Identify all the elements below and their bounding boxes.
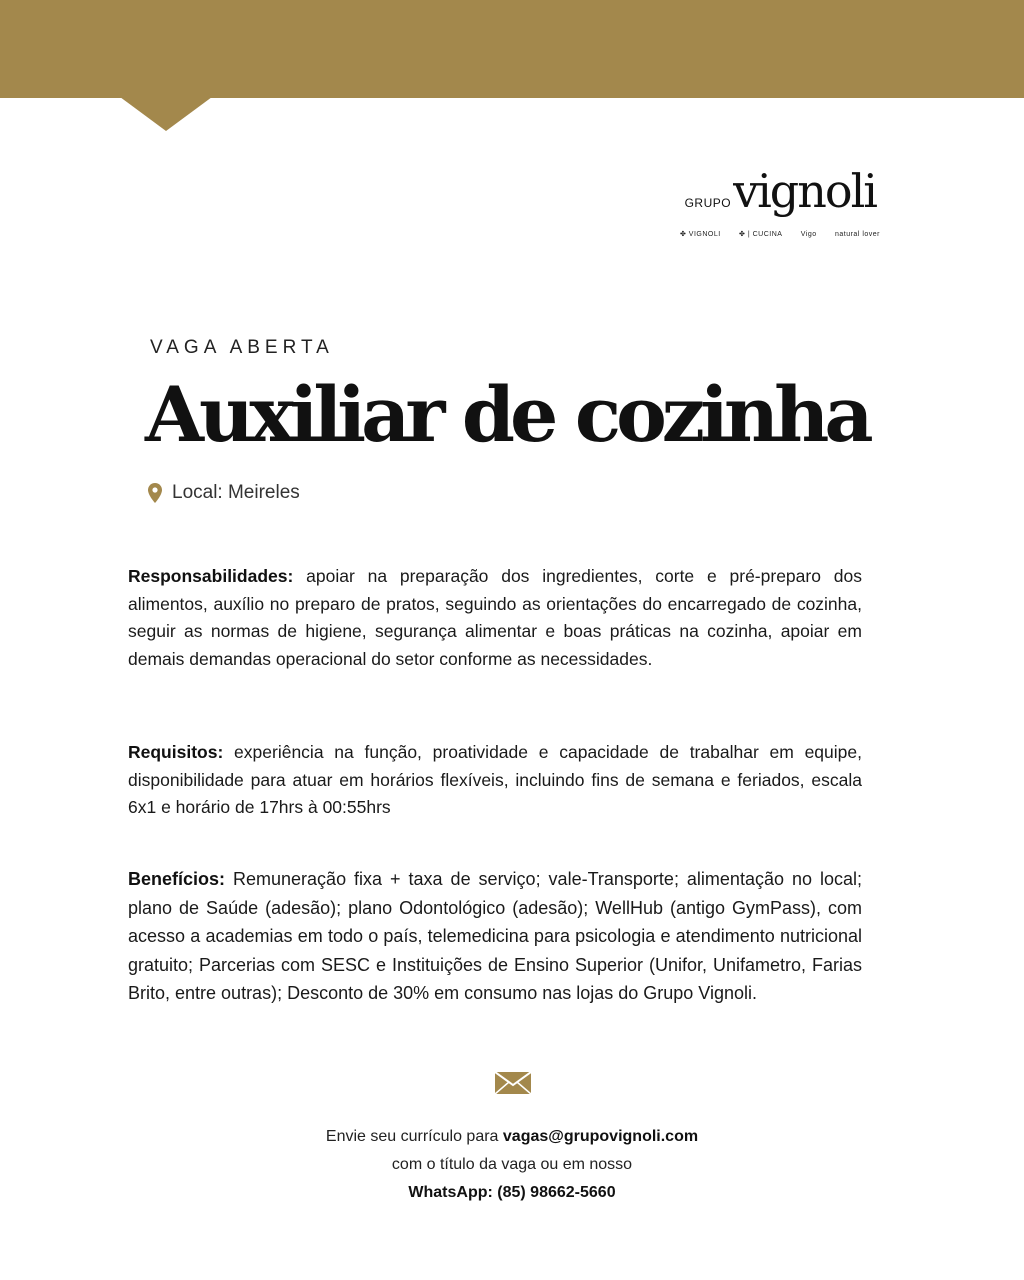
- contact-line-email: [0, 1128, 1024, 1146]
- requirements-section: [128, 739, 862, 822]
- job-eyebrow: VAGA ABERTA: [150, 337, 334, 358]
- location-label: Local: Meireles: [172, 482, 300, 503]
- responsibilities-text: apoiar na preparação dos ingredientes, corte e pré-preparo dos alimentos, auxílio no preparo de pratos, seguindo as orientações do encarregado de cozinha, seguir as normas de higiene, segurança alimentar e boas práticas na cozinha, apoiar em demais demandas operacional do setor conforme as necessidades.: [128, 566, 862, 669]
- benefits-label: Benefícios:: [128, 869, 226, 889]
- benefits-text: Remuneração fixa + taxa de serviço; vale-Transporte; alimentação no local; plano de Saúde (adesão); plano Odontológico (adesão); WellHub (antigo GymPass), com acesso a academias em todo o país, telemedicina para psicologia e atendimento nutricional gratuito; Parcerias com SESC e Instituições de Ensino Superior (Unifor, Unifametro, Farias Brito, entre outras); Desconto de 30% em consumo nas lojas do Grupo Vignoli.: [128, 869, 862, 1003]
- job-location: [148, 482, 300, 504]
- subbrand-item: ✤ VIGNOLI: [680, 231, 721, 238]
- top-accent-notch: [120, 97, 212, 131]
- benefits-section: [128, 865, 862, 1008]
- contact-prefix: Envie seu currículo para: [325, 1128, 499, 1145]
- envelope-icon: [495, 1072, 531, 1094]
- brand-subbrands: [680, 230, 880, 238]
- responsibilities-section: [128, 563, 862, 673]
- subbrand-item: natural lover: [834, 230, 880, 238]
- job-title: Auxiliar de cozinha: [145, 370, 869, 459]
- responsibilities-label: Responsabilidades:: [128, 566, 294, 586]
- brand-wordmark: [684, 164, 876, 218]
- subbrand-item: ✤ | CUCINA: [739, 231, 783, 238]
- contact-line-2: com o título da vaga ou em nosso: [391, 1156, 633, 1173]
- subbrand-item: Vigo: [800, 230, 817, 238]
- requirements-text: experiência na função, proatividade e capacidade de trabalhar em equipe, disponibilidade para atuar em horários flexíveis, incluindo fins de semana e feriados, escala 6x1 e horário de 17hrs à 00:55hrs: [128, 742, 862, 817]
- contact-email-link[interactable]: vagas@grupovignoli.com: [502, 1128, 699, 1145]
- brand-name: vignoli: [733, 164, 876, 218]
- brand-logo: [680, 164, 880, 248]
- requirements-label: Requisitos:: [128, 742, 224, 762]
- map-pin-icon: [148, 483, 162, 503]
- top-accent-band: [0, 0, 1024, 98]
- brand-grupo: GRUPO: [684, 196, 732, 210]
- contact-whatsapp[interactable]: WhatsApp: (85) 98662-5660: [408, 1184, 616, 1201]
